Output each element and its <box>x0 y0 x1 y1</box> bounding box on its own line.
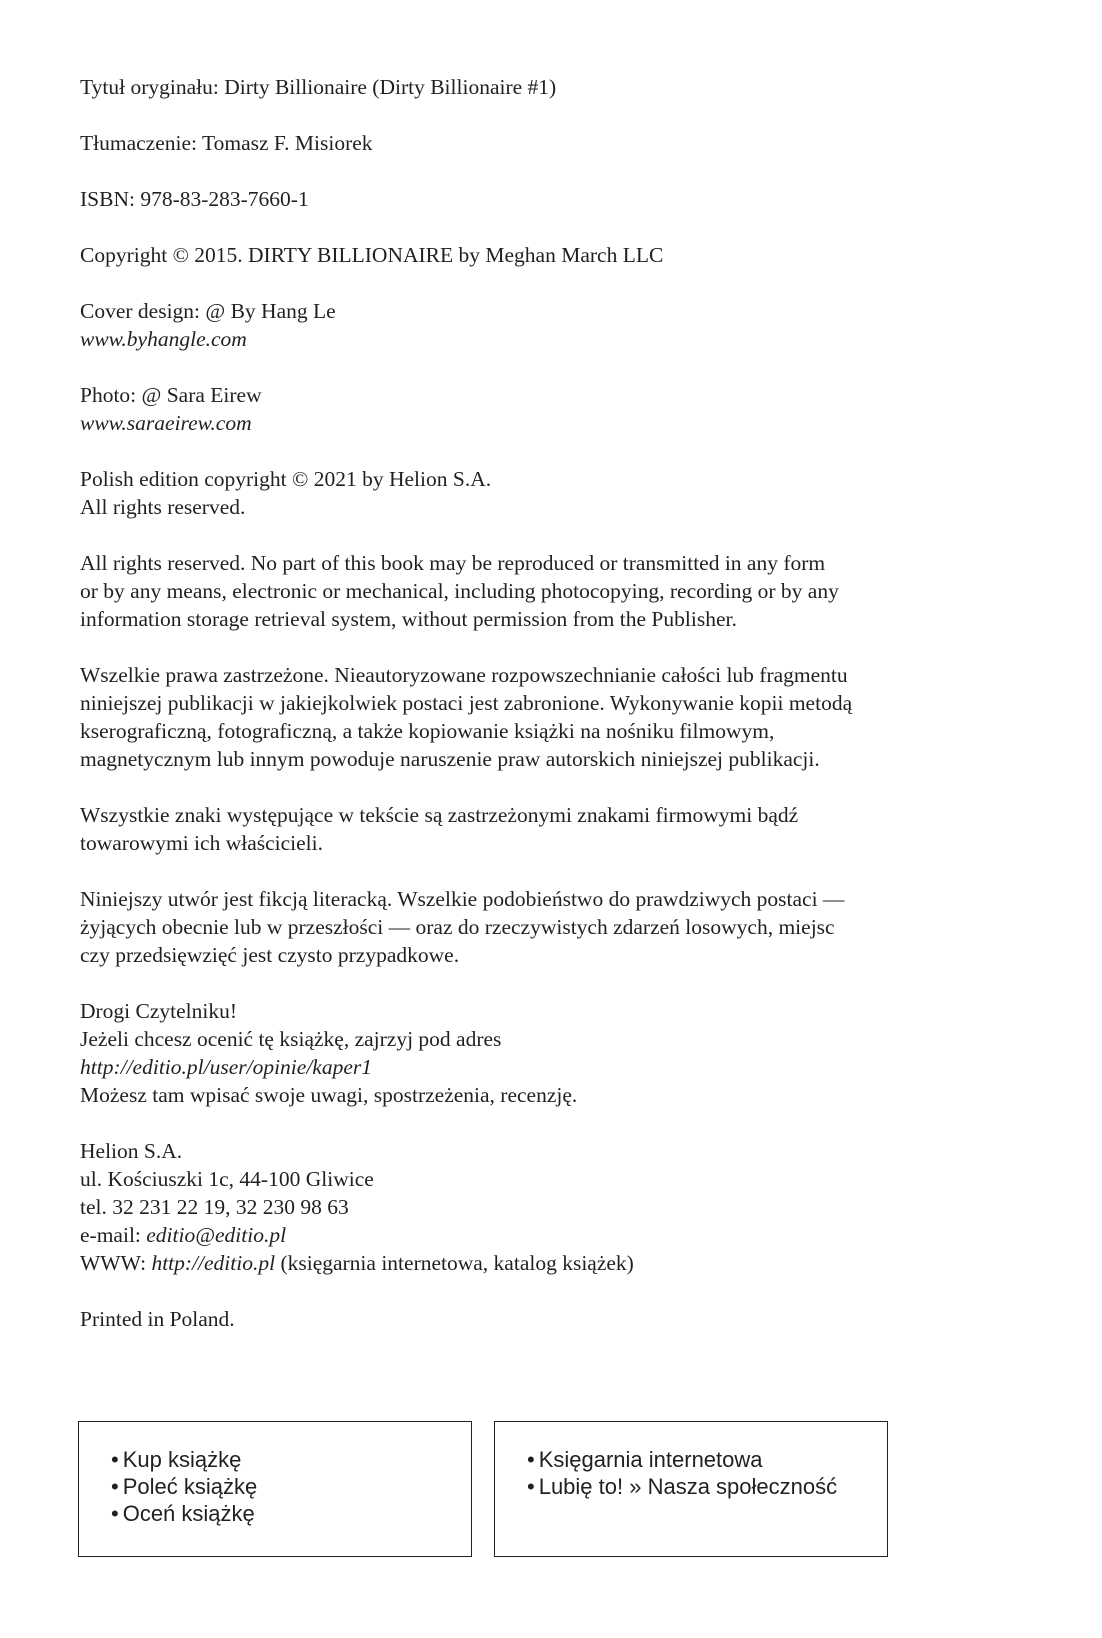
publisher-phone: tel. 32 231 22 19, 32 230 98 63 <box>80 1195 349 1219</box>
fiction-disclaimer <box>80 885 1020 969</box>
fiction-line: czy przedsięwzięć jest czysto przypadkowe. <box>80 943 460 967</box>
rate-book-link[interactable] <box>111 1500 471 1527</box>
rights-pl-line: kserograficzną, fotograficzną, a także kopiowanie książki na nośniku filmowym, <box>80 719 775 743</box>
publisher-email-line <box>80 1221 1020 1249</box>
trademarks-line: Wszystkie znaki występujące w tekście są zastrzeżonymi znakami firmowymi bądź <box>80 803 799 827</box>
publisher-name: Helion S.A. <box>80 1139 183 1163</box>
reader-note <box>80 997 1020 1109</box>
rights-pl-line: magnetycznym lub innym powoduje naruszenie praw autorskich niniejszej publikacji. <box>80 747 820 771</box>
polish-edition-copyright <box>80 465 1020 521</box>
rights-english <box>80 549 1020 633</box>
book-actions-box <box>78 1421 472 1557</box>
book-actions-list <box>79 1422 471 1527</box>
bullet-icon: • <box>111 1474 119 1499</box>
reader-greeting: Drogi Czytelniku! <box>80 999 238 1023</box>
link-label: Kup książkę <box>122 1447 242 1472</box>
printed-in: Printed in Poland. <box>80 1307 235 1331</box>
rights-pl-line: Wszelkie prawa zastrzeżone. Nieautoryzowane rozpowszechnianie całości lub fragmentu <box>80 663 848 687</box>
photographer-url[interactable]: www.saraeirew.com <box>80 411 252 435</box>
cover-credit <box>80 297 1020 353</box>
link-label: Oceń książkę <box>122 1501 255 1526</box>
reader-hint: Możesz tam wpisać swoje uwagi, spostrzeżenia, recenzję. <box>80 1083 578 1107</box>
rights-en-line: or by any means, electronic or mechanical, including photocopying, recording or by any <box>80 579 839 603</box>
online-bookstore-link[interactable] <box>527 1446 887 1473</box>
copyright: Copyright © 2015. DIRTY BILLIONAIRE by Meghan March LLC <box>80 243 664 267</box>
publisher-address: ul. Kościuszki 1c, 44-100 Gliwice <box>80 1167 374 1191</box>
opinion-url[interactable]: http://editio.pl/user/opinie/kaper1 <box>80 1055 373 1079</box>
trademarks-line: towarowymi ich właścicieli. <box>80 831 323 855</box>
original-title: Tytuł oryginału: Dirty Billionaire (Dirty Billionaire #1) <box>80 75 557 99</box>
colophon-text <box>80 73 1020 1361</box>
community-list <box>495 1422 887 1500</box>
link-label: Lubię to! » Nasza społeczność <box>538 1474 838 1499</box>
link-label: Poleć książkę <box>122 1474 258 1499</box>
recommend-book-link[interactable] <box>111 1473 471 1500</box>
link-label: Księgarnia internetowa <box>538 1447 763 1472</box>
bullet-icon: • <box>111 1501 119 1526</box>
rights-en-line: information storage retrieval system, without permission from the Publisher. <box>80 607 737 631</box>
rights-polish <box>80 661 1020 773</box>
translator: Tłumaczenie: Tomasz F. Misiorek <box>80 131 373 155</box>
bullet-icon: • <box>527 1474 535 1499</box>
trademarks-note <box>80 801 1020 857</box>
fiction-line: Niniejszy utwór jest fikcją literacką. Wszelkie podobieństwo do prawdziwych postaci — <box>80 887 845 911</box>
community-box <box>494 1421 888 1557</box>
reader-prompt: Jeżeli chcesz ocenić tę książkę, zajrzyj pod adres <box>80 1027 502 1051</box>
rights-pl-line: niniejszej publikacji w jakiejkolwiek postaci jest zabronione. Wykonywanie kopii metodą <box>80 691 853 715</box>
isbn: ISBN: 978-83-283-7660-1 <box>80 187 309 211</box>
photo-author: Photo: @ Sara Eirew <box>80 383 262 407</box>
publisher-info <box>80 1137 1020 1277</box>
bullet-icon: • <box>527 1447 535 1472</box>
www-note: (księgarnia internetowa, katalog książek) <box>275 1251 634 1275</box>
buy-book-link[interactable] <box>111 1446 471 1473</box>
bullet-icon: • <box>111 1447 119 1472</box>
photo-credit <box>80 381 1020 437</box>
email-label: e-mail: <box>80 1223 147 1247</box>
polish-copyright-line: Polish edition copyright © 2021 by Helion S.A. <box>80 467 492 491</box>
cover-designer-url[interactable]: www.byhangle.com <box>80 327 247 351</box>
email-link[interactable]: editio@editio.pl <box>146 1223 287 1247</box>
cover-design: Cover design: @ By Hang Le <box>80 299 336 323</box>
polish-rights-line: All rights reserved. <box>80 495 246 519</box>
www-label: WWW: <box>80 1251 152 1275</box>
publisher-www-line <box>80 1249 1020 1277</box>
fiction-line: żyjących obecnie lub w przeszłości — oraz do rzeczywistych zdarzeń losowych, miejsc <box>80 915 835 939</box>
rights-en-line: All rights reserved. No part of this book may be reproduced or transmitted in any form <box>80 551 826 575</box>
community-link[interactable] <box>527 1473 887 1500</box>
www-link[interactable]: http://editio.pl <box>151 1251 276 1275</box>
